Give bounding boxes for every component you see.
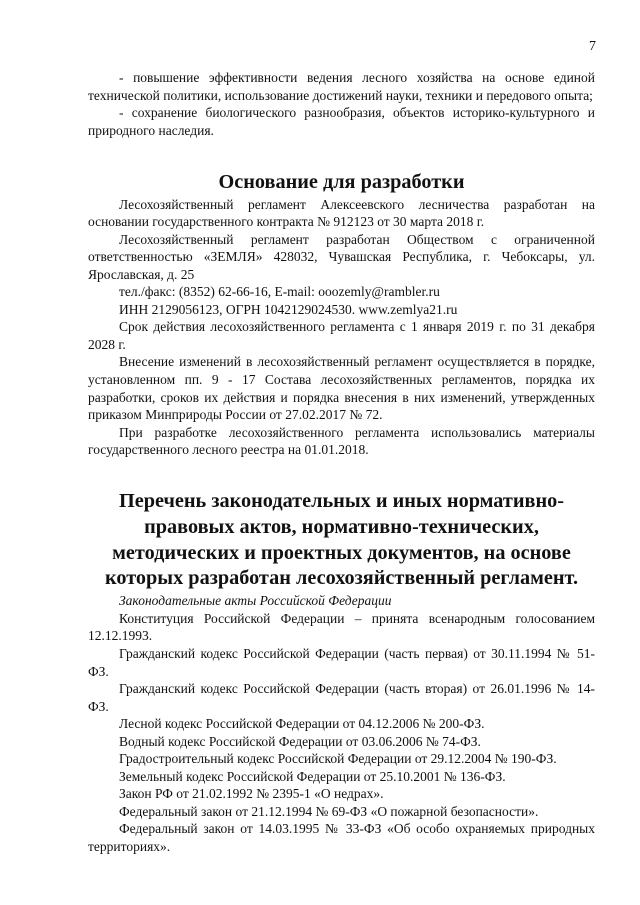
document-item: Водный кодекс Российской Федерации от 03.06.2006 № 74-ФЗ. [119,733,481,749]
document-item: Закон РФ от 21.02.1992 № 2395-1 «О недрах». [119,786,384,802]
section-gap [88,139,595,154]
basis-paragraph: Лесохозяйственный регламент разработан Обществом с ограниченной ответственностью «ЗЕМЛЯ» 428032, Чувашская Республика, г. Чебоксары, ул. Ярославская, д. 25 [88,231,595,282]
basis-paragraph: тел./факс: (8352) 62-66-16, E-mail: ooozemly@rambler.ru [119,284,440,300]
intro-paragraph: - сохранение биологического разнообразия, объектов историко-культурного и природного наследия. [88,105,595,138]
subheading-legislative-acts: Законодательные акты Российской Федерации [119,593,392,609]
intro-paragraph: - повышение эффективности ведения лесного хозяйства на основе единой технической политики, использование достижений науки, техники и передового опыта; [88,70,595,103]
section-heading-documents: Перечень законодательных и иных нормативно-правовых актов, нормативно-технических, методических и проектных документов, на основе которых разработан лесохозяйственный регламент. [104,489,579,590]
section-gap [88,459,595,474]
intro-block [88,69,595,139]
document-item: Гражданский кодекс Российской Федерации (часть первая) от 30.11.1994 № 51-ФЗ. [88,645,595,679]
document-item: Федеральный закон от 14.03.1995 № 33-ФЗ «Об особо охраняемых природных территориях». [88,821,595,854]
basis-paragraph: Внесение изменений в лесохозяйственный регламент осуществляется в порядке, установленном пп. 9 - 17 Состава лесохозяйственных регламентов, порядка их разработки, сроков их действия и порядка внесения в них изменений, утвержденных приказом Минприроды России от 27.02.2017 № 72. [88,354,595,423]
basis-paragraph: При разработке лесохозяйственного регламента использовались материалы государственного лесного реестра на 01.01.2018. [88,424,595,458]
document-item: Гражданский кодекс Российской Федерации (часть вторая) от 26.01.1996 № 14-ФЗ. [88,681,595,714]
document-item: Конституция Российской Федерации – принята всенародным голосованием 12.12.1993. [88,610,595,644]
document-item: Федеральный закон от 21.12.1994 № 69-ФЗ «О пожарной безопасности». [119,803,539,819]
page-content [88,69,595,856]
document-item: Градостроительный кодекс Российской Федерации от 29.12.2004 № 190-ФЗ. [119,751,557,767]
basis-paragraph: Срок действия лесохозяйственного регламента с 1 января 2019 г. по 31 декабря 2028 г. [88,319,595,352]
document-item: Лесной кодекс Российской Федерации от 04.12.2006 № 200-ФЗ. [119,716,485,732]
documents-block [88,610,595,856]
document-item: Земельный кодекс Российской Федерации от 25.10.2001 № 136-ФЗ. [119,768,506,784]
basis-paragraph: Лесохозяйственный регламент Алексеевского лесничества разработан на основании государственного контракта № 912123 от 30 марта 2018 г. [88,196,595,230]
section-heading-basis: Основание для разработки [218,171,465,194]
page-number: 7 [589,39,596,54]
basis-paragraph: ИНН 2129056123, ОГРН 1042129024530. www.zemlya21.ru [119,301,458,317]
basis-block [88,196,595,459]
